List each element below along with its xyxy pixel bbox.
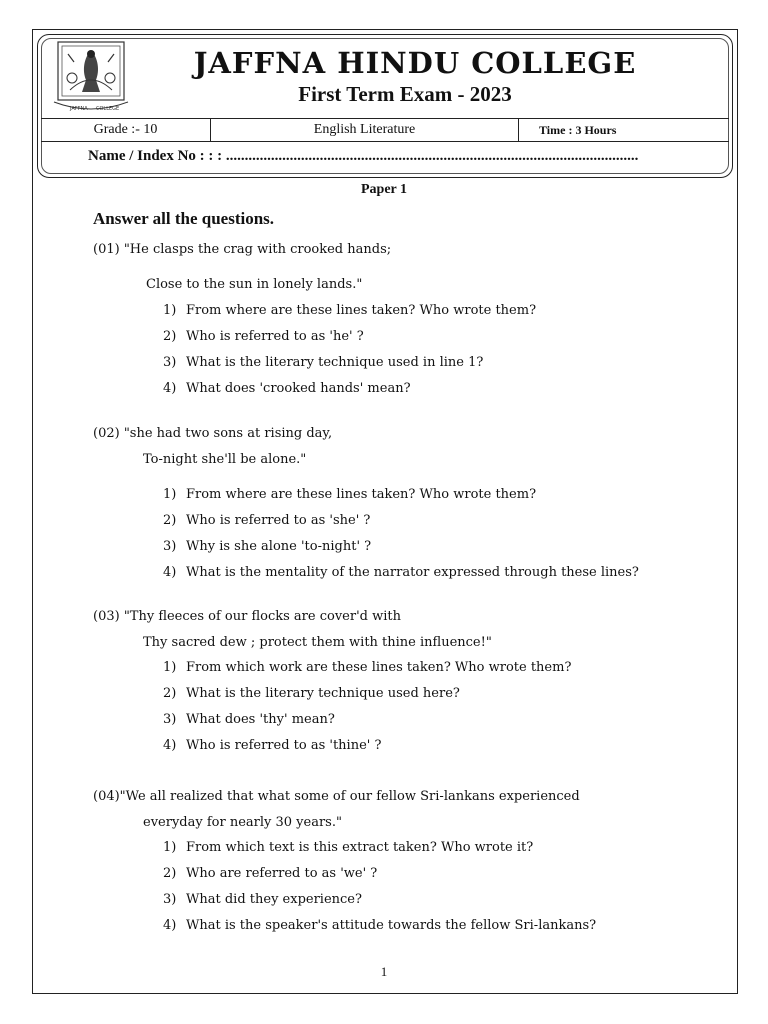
question-number: 1) (163, 487, 177, 502)
section-04-line-2: everyday for nearly 30 years." (143, 815, 342, 830)
question-text: What is the mentality of the narrator expressed through these lines? (186, 565, 639, 580)
question-number: 1) (163, 660, 177, 675)
question-text: From which text is this extract taken? Who wrote it? (186, 840, 534, 855)
svg-text:JAFFNA: JAFFNA (70, 106, 88, 112)
section-04-line-1: (04)"We all realized that what some of our fellow Sri-lankans experienced (93, 789, 580, 804)
question-number: 4) (163, 565, 177, 580)
question-text: Who is referred to as 'thine' ? (186, 738, 382, 753)
subject-cell: English Literature (211, 119, 519, 141)
svg-text:COLLEGE: COLLEGE (96, 106, 120, 112)
section-03-line-1: (03) "Thy fleeces of our flocks are cover'd with (93, 609, 401, 624)
question-number: 4) (163, 918, 177, 933)
college-crest-logo (48, 40, 134, 116)
question-text: What is the speaker's attitude towards the fellow Sri-lankans? (186, 918, 597, 933)
question-text: From where are these lines taken? Who wrote them? (186, 303, 537, 318)
question-text: Who is referred to as 'he' ? (186, 329, 364, 344)
name-index-field: Name / Index No : : : .............................................................................................................. (88, 148, 639, 164)
question-number: 1) (163, 840, 177, 855)
exam-title: First Term Exam - 2023 (298, 82, 512, 106)
question-text: What is the literary technique used here? (186, 686, 460, 701)
question-number: 2) (163, 686, 177, 701)
question-number: 1) (163, 303, 177, 318)
school-name: JAFFNA HINDU COLLEGE (193, 46, 637, 80)
question-text: What is the literary technique used in line 1? (186, 355, 484, 370)
question-number: 3) (163, 712, 177, 727)
question-number: 4) (163, 381, 177, 396)
question-text: Why is she alone 'to-night' ? (186, 539, 372, 554)
page-number: 1 (380, 964, 388, 979)
question-number: 3) (163, 892, 177, 907)
question-text: What did they experience? (186, 892, 362, 907)
section-02-line-1: (02) "she had two sons at rising day, (93, 426, 333, 441)
instruction-heading: Answer all the questions. (93, 209, 275, 228)
info-row (41, 118, 729, 142)
section-03-line-2: Thy sacred dew ; protect them with thine influence!" (143, 635, 492, 650)
question-number: 3) (163, 355, 177, 370)
question-number: 2) (163, 866, 177, 881)
question-text: What does 'crooked hands' mean? (186, 381, 411, 396)
section-01-line-2: Close to the sun in lonely lands." (146, 277, 363, 292)
grade-cell: Grade :- 10 (41, 119, 211, 141)
section-02-line-2: To-night she'll be alone." (143, 452, 307, 467)
question-number: 2) (163, 329, 177, 344)
question-text: From which work are these lines taken? Who wrote them? (186, 660, 572, 675)
question-number: 2) (163, 513, 177, 528)
paper-label: Paper 1 (360, 182, 407, 197)
question-text: From where are these lines taken? Who wrote them? (186, 487, 537, 502)
question-text: Who are referred to as 'we' ? (186, 866, 378, 881)
question-text: Who is referred to as 'she' ? (186, 513, 371, 528)
question-number: 4) (163, 738, 177, 753)
section-01-line-1: (01) "He clasps the crag with crooked hands; (93, 242, 392, 257)
question-text: What does 'thy' mean? (186, 712, 335, 727)
question-number: 3) (163, 539, 177, 554)
time-cell: Time : 3 Hours (539, 123, 617, 137)
